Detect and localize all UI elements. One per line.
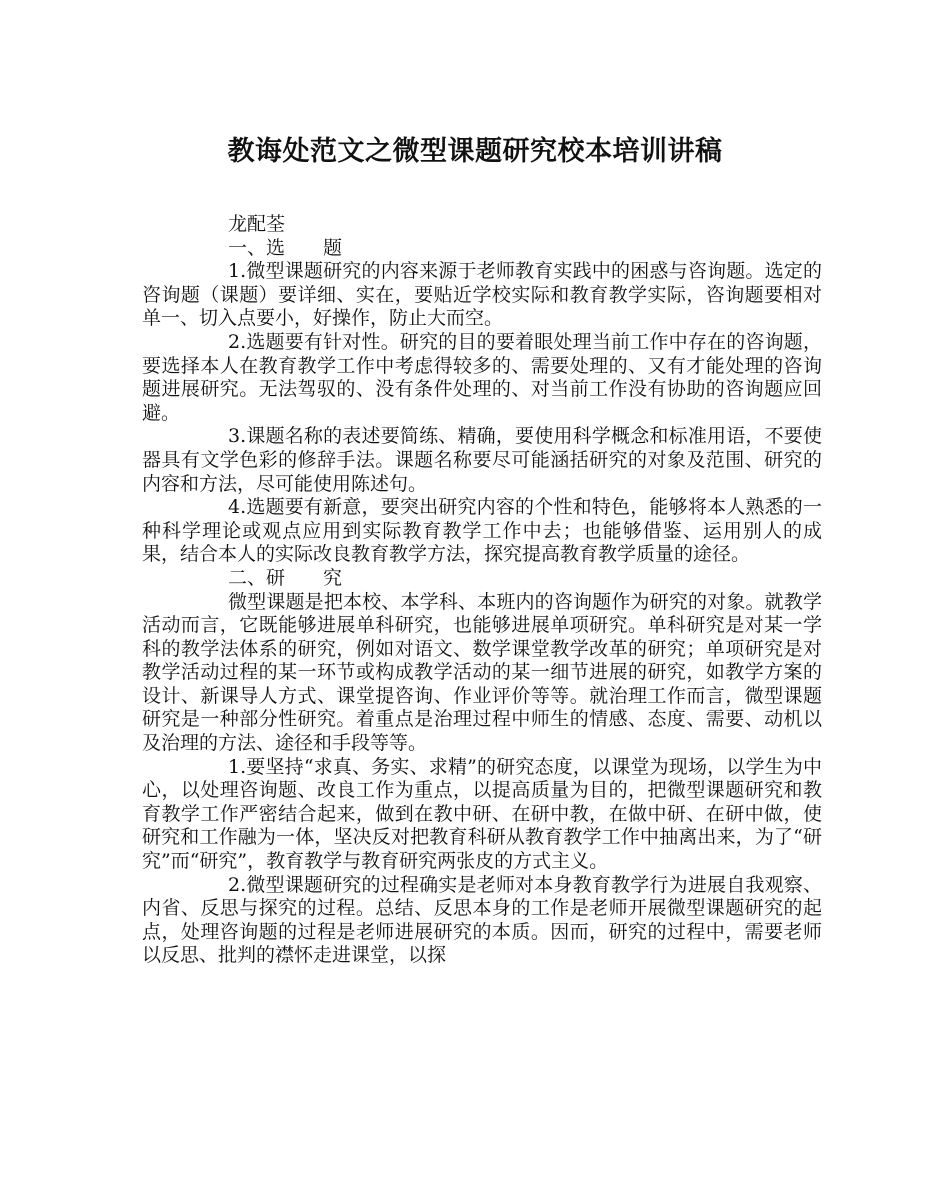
paragraph: 1.要坚持“求真、务实、求精”的研究态度，以课堂为现场，以学生为中心，以处理咨询题、改良工作为重点，以提高质量为目的，把微型课题研究和教育教学工作严密结合起来，做到在教中研、在研中教，在做中研、在研中做，使研究和工作融为一体，坚决反对把教育科研从教育教学工作中抽离出来，为了“研究”而“研究”，教育教学与教育研究两张皮的方式主义。: [142, 755, 822, 873]
document-title: 教诲处范文之微型课题研究校本培训讲稿: [227, 136, 723, 167]
paragraph: 2.微型课题研究的过程确实是老师对本身教育教学行为进展自我观察、内省、反思与探究的过程。总结、反思本身的工作是老师开展微型课题研究的起点，处理咨询题的过程是老师进展研究的本质。因而，研究的过程中，需要老师以反思、批判的襟怀走进课堂，以探: [142, 873, 822, 967]
section-heading-topic-selection: 一、选 题: [228, 236, 343, 259]
paragraph: 3.课题名称的表述要简练、精确，要使用科学概念和标准用语，不要使器具有文学色彩的修辞手法。课题名称要尽可能涵括研究的对象及范围、研究的内容和方法，尽可能使用陈述句。: [142, 425, 822, 495]
paragraph: 2.选题要有针对性。研究的目的要着眼处理当前工作中存在的咨询题，要选择本人在教育教学工作中考虑得较多的、需要处理的、又有才能处理的咨询题进展研究。无法驾驭的、没有条件处理的、对当前工作没有协助的咨询题应回避。: [142, 330, 822, 424]
paragraph: 4.选题要有新意，要突出研究内容的个性和特色，能够将本人熟悉的一种科学理论或观点应用到实际教育教学工作中去；也能够借鉴、运用别人的成果，结合本人的实际改良教育教学方法，探究提高教育教学质量的途径。: [142, 496, 822, 566]
author-name: 龙配荃: [228, 213, 286, 235]
paragraph: 微型课题是把本校、本学科、本班内的咨询题作为研究的对象。就教学活动而言，它既能够进展单科研究，也能够进展单项研究。单科研究是对某一学科的教学法体系的研究，例如对语文、数学课堂教学改革的研究；单项研究是对教学活动过程的某一环节或构成教学活动的某一细节进展的研究，如教学方案的设计、新课导人方式、课堂提咨询、作业评价等等。就治理工作而言，微型课题研究是一种部分性研究。着重点是治理过程中师生的情感、态度、需要、动机以及治理的方法、途径和手段等等。: [142, 590, 822, 755]
document-body: [142, 213, 822, 968]
paragraph: 1.微型课题研究的内容来源于老师教育实践中的困惑与咨询题。选定的咨询题（课题）要详细、实在，要贴近学校实际和教育教学实际，咨询题要相对单一、切入点要小，好操作，防止大而空。: [142, 260, 822, 330]
section-heading-research: 二、研 究: [228, 566, 343, 589]
